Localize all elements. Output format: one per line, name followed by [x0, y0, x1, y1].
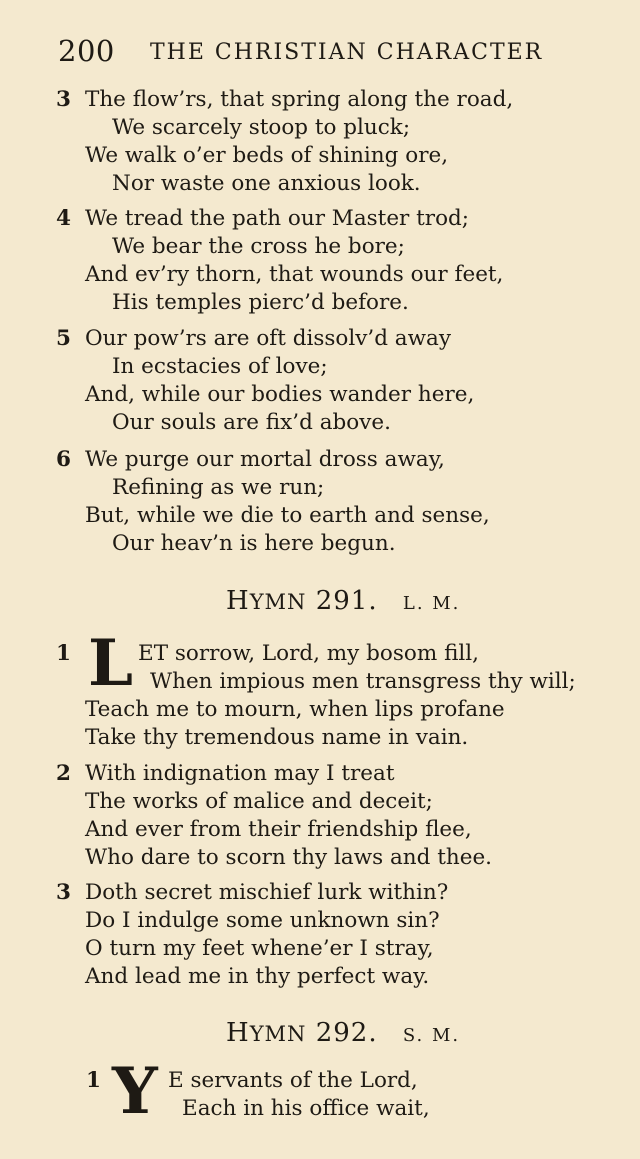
running-title: THE CHRISTIAN CHARACTER	[150, 40, 544, 65]
verse-number: 5	[56, 326, 71, 351]
verse-line: In ecstacies of love;	[112, 354, 328, 379]
verse-line: The works of malice and deceit;	[85, 789, 433, 814]
verse-line: We scarcely stoop to pluck;	[112, 115, 411, 140]
verse-line: We tread the path our Master trod;	[85, 206, 470, 231]
hymn-word-cap: H	[226, 1018, 250, 1048]
verse-line: His temples pierc’d before.	[112, 290, 409, 315]
hymn-word-rest: YMN	[249, 1022, 307, 1046]
verse-line: E servants of the Lord,	[168, 1068, 418, 1093]
hymn-meter: S. M.	[402, 1025, 461, 1046]
verse-line: We walk o’er beds of shining ore,	[85, 143, 449, 168]
verse-line: Our souls are fix’d above.	[112, 410, 391, 435]
verse-number: 1	[86, 1068, 101, 1093]
page-header	[58, 34, 578, 70]
verse-line: Who dare to scorn thy laws and thee.	[85, 845, 492, 870]
drop-cap: L	[88, 626, 133, 701]
verse-line: Refining as we run;	[112, 475, 325, 500]
hymn-291-heading	[226, 584, 460, 621]
verse-number: 4	[56, 206, 71, 231]
verse-line: With indignation may I treat	[85, 761, 395, 786]
verse-line: Our pow’rs are oft dissolv’d away	[85, 326, 451, 351]
page-number: 200	[58, 34, 115, 68]
hymn-meter: L. M.	[402, 593, 461, 614]
verse-line: And ev’ry thorn, that wounds our feet,	[85, 262, 504, 287]
verse-line: But, while we die to earth and sense,	[85, 503, 490, 528]
verse-line: Take thy tremendous name in vain.	[85, 725, 469, 750]
verse-number: 2	[56, 761, 71, 786]
verse-line: Nor waste one anxious look.	[112, 171, 421, 196]
verse-line: And, while our bodies wander here,	[85, 382, 475, 407]
verse-number: 3	[56, 87, 71, 112]
verse-line: The flow’rs, that spring along the road,	[85, 87, 514, 112]
verse-line: We bear the cross he bore;	[112, 234, 405, 259]
verse-line: O turn my feet whene’er I stray,	[85, 936, 434, 961]
hymn-292-heading	[226, 1016, 460, 1053]
verse-line: When impious men transgress thy will;	[150, 669, 576, 694]
verse-number: 6	[56, 447, 71, 472]
verse-line: Each in his office wait,	[182, 1096, 430, 1121]
verse-line: ET sorrow, Lord, my bosom fill,	[138, 641, 479, 666]
hymn-word-rest: YMN	[249, 590, 307, 614]
verse-number: 1	[56, 641, 71, 666]
verse-line: Our heav’n is here begun.	[112, 531, 396, 556]
verse-line: Teach me to mourn, when lips profane	[85, 697, 505, 722]
verse-line: And ever from their friendship flee,	[85, 817, 472, 842]
drop-cap: Y	[112, 1054, 158, 1129]
verse-line: Doth secret mischief lurk within?	[85, 880, 449, 905]
verse-line: We purge our mortal dross away,	[85, 447, 445, 472]
verse-number: 3	[56, 880, 71, 905]
verse-line: Do I indulge some unknown sin?	[85, 908, 440, 933]
hymn-number: 292.	[315, 1018, 378, 1048]
hymn-word-cap: H	[226, 586, 250, 616]
hymn-number: 291.	[315, 586, 378, 616]
verse-line: And lead me in thy perfect way.	[85, 964, 430, 989]
